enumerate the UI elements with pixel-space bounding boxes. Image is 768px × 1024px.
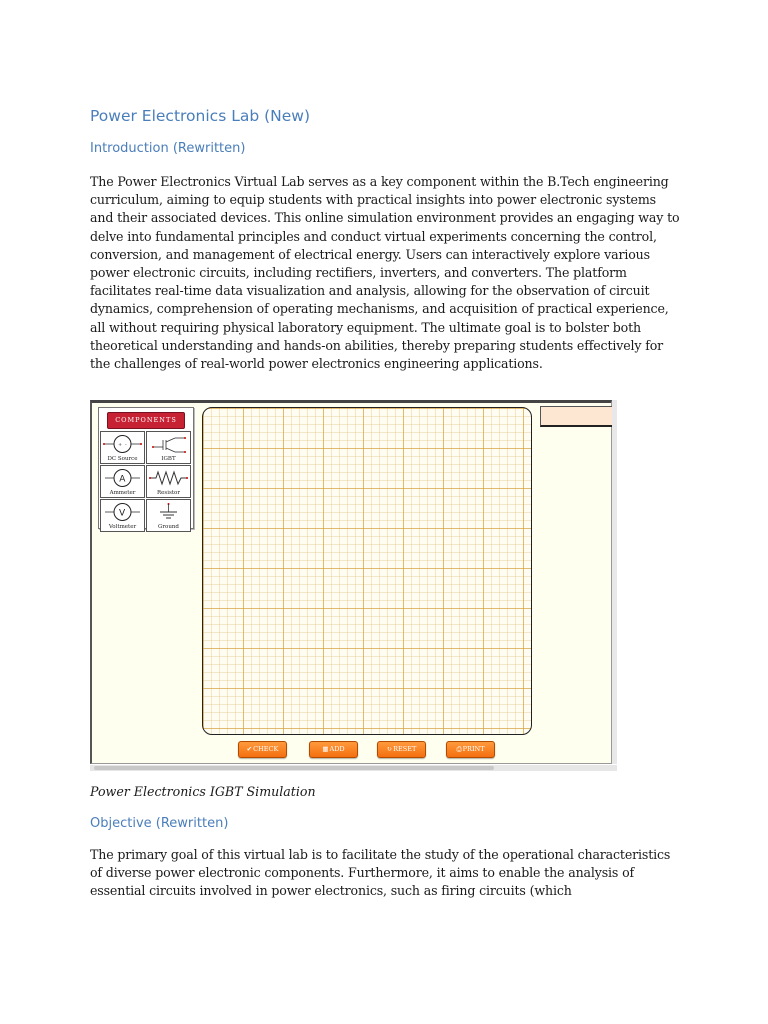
page-title: Power Electronics Lab (New) [90,107,310,125]
add-button-label: ADD [329,745,345,753]
circuit-canvas-grid[interactable] [202,407,532,735]
components-palette [98,407,194,529]
component-label: DC Source [107,456,138,462]
igbt-icon [147,434,190,454]
reset-button[interactable] [377,741,426,758]
dc-source-icon [101,434,144,454]
introduction-heading: Introduction (Rewritten) [90,141,246,156]
component-ground[interactable] [146,499,191,532]
print-button-label: PRINT [462,745,485,753]
checkmark-icon: ✔ [246,745,253,753]
ground-icon [147,502,190,522]
component-label: Ground [158,524,179,530]
output-display [540,406,614,427]
component-igbt[interactable] [146,431,191,464]
component-ammeter[interactable] [100,465,145,498]
simulation-horizontal-scrollbar[interactable] [90,765,617,771]
svg-text:-: - [125,442,127,448]
voltmeter-icon [101,502,144,522]
print-button[interactable] [446,741,495,758]
check-button-label: CHECK [253,745,279,753]
figure-caption: Power Electronics IGBT Simulation [90,784,316,799]
resistor-icon [147,468,190,488]
ammeter-icon [101,468,144,488]
simulator-toolbar [238,741,498,759]
check-button[interactable] [238,741,287,758]
objective-paragraph: The primary goal of this virtual lab is to facilitate the study of the operational characteristics of diverse power electronic components. Furthermore, it aims to enable the analysis of essential circuits involved in power electronics, such as firing circuits (which [90,847,671,899]
components-palette-title: COMPONENTS [107,412,185,429]
simulation-screenshot [90,400,612,764]
simulation-vertical-scrollbar[interactable] [612,400,617,764]
svg-text:A: A [119,474,126,485]
introduction-paragraph: The Power Electronics Virtual Lab serves as a key component within the B.Tech engineering curriculum, aiming to equip students with practical insights into power electronic systems and their associated devices. This online simulation environment provides an engaging way to delve into fundamental principles and conduct virtual experiments concerning the control, conversion, and management of electrical energy. Users can interactively explore various power electronic circuits, including rectifiers, inverters, and converters. The platform facilitates real-time data visualization and analysis, allowing for the observation of circuit dynamics, comprehension of operating mechanisms, and acquisition of practical experience, all without requiring physical laboratory equipment. The ultimate goal is to bolster both theoretical understanding and hands-on abilities, thereby preparing students effectively for the challenges of real-world power electronics engineering applications. [90,174,680,372]
components-grid [100,431,192,532]
refresh-icon: ↻ [386,745,393,753]
reset-button-label: RESET [393,745,417,753]
component-dc-source[interactable] [100,431,145,464]
component-resistor[interactable] [146,465,191,498]
component-voltmeter[interactable] [100,499,145,532]
component-label: Voltmeter [108,524,137,530]
objective-heading: Objective (Rewritten) [90,816,229,831]
printer-icon: ⎙ [456,745,462,753]
component-label: Ammeter [109,490,136,496]
svg-text:V: V [119,508,126,519]
component-label: IGBT [161,456,176,462]
svg-text:+: + [118,442,123,448]
component-label: Resistor [157,490,180,496]
add-button[interactable] [309,741,358,758]
scrollbar-thumb[interactable] [94,766,494,770]
grid-icon: ▦ [322,745,329,753]
